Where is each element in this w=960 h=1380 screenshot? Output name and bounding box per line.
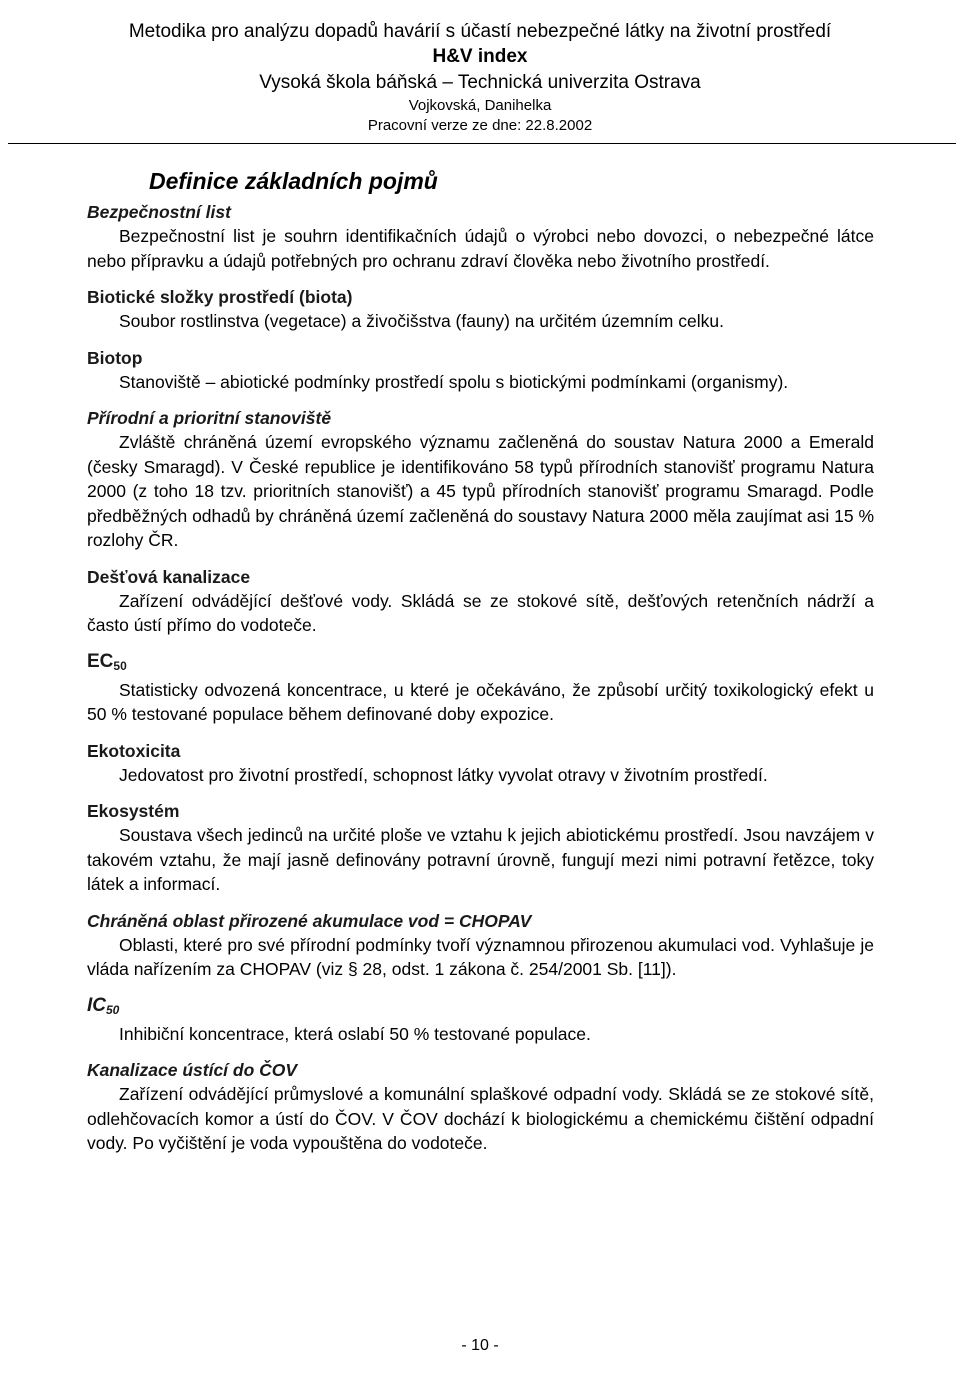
term-title: Dešťová kanalizace xyxy=(87,566,251,587)
term-title: Ekotoxicita xyxy=(87,740,181,761)
term-title: Kanalizace ústící do ČOV xyxy=(87,1060,298,1080)
term-title: Biotické složky prostředí (biota) xyxy=(87,287,353,307)
header-index: H&V index xyxy=(432,46,528,67)
term-subscript: 50 xyxy=(113,658,127,673)
term-definition: Stanoviště – abiotické podmínky prostředí spolu s biotickými podmínkami (organismy). xyxy=(119,371,789,392)
term-main: IC xyxy=(87,994,106,1016)
term-definition: Zařízení odvádějící dešťové vody. Skládá se ze stokové sítě, dešťových retenčních nádrží a často ústí přímo do vodoteče. xyxy=(87,590,874,635)
page-number: - 10 - xyxy=(461,1337,499,1354)
term-title: Ekosystém xyxy=(87,801,180,821)
term-definition: Soustava všech jedinců na určité ploše ve vztahu k jejich abiotickému prostředí. Jsou navzájem v takovém vztahu, že mají jasně definovány potravní úrovně, fungují mezi nimi potravní řetězce, toky látek a informací. xyxy=(87,825,874,894)
header-version: Pracovní verze ze dne: 22.8.2002 xyxy=(367,117,593,134)
term-definition: Inhibiční koncentrace, která oslabí 50 % testované populace. xyxy=(119,1023,591,1044)
term-definition: Bezpečnostní list je souhrn identifikačních údajů o výrobci nebo dovozci, o nebezpečné látce nebo přípravku a údajů potřebných pro ochranu zdraví člověka nebo životního prostředí. xyxy=(87,226,874,271)
term-definition: Jedovatost pro životní prostředí, schopnost látky vyvolat otravy v životním prostředí. xyxy=(119,764,768,785)
header-title: Metodika pro analýzu dopadů havárií s účastí nebezpečné látky na životní prostředí xyxy=(128,21,832,42)
document-body xyxy=(87,166,874,1156)
page-header xyxy=(0,18,960,136)
term-main: EC xyxy=(87,650,114,672)
header-authors: Vojkovská, Danihelka xyxy=(408,97,552,114)
term-definition: Statisticky odvozená koncentrace, u které je očekáváno, že způsobí určitý toxikologický efekt u 50 % testované populace během definované doby expozice. xyxy=(87,679,874,724)
term-definition: Soubor rostlinstva (vegetace) a živočišstva (fauny) na určitém územním celku. xyxy=(119,311,724,331)
term-title: Chráněná oblast přirozené akumulace vod = CHOPAV xyxy=(87,910,532,931)
term-title xyxy=(87,994,874,1022)
term-definition: Zvláště chráněná území evropského významu začleněná do soustav Natura 2000 a Emerald (česky Smaragd). V České republice je identifikováno 58 typů přírodních stanovišť programu Natura 2000 (z toho 18 tzv. prioritních stanovišť) a 45 typů přírodních stanovišť programu Smaragd. Podle předběžných odhadů by chráněná území začleněná do soustavy Natura 2000 měla zaujímat asi 15 % rozlohy ČR. xyxy=(87,432,875,550)
term-title: Biotop xyxy=(87,347,143,368)
section-title: Definice základních pojmů xyxy=(149,168,438,194)
term-definition: Oblasti, které pro své přírodní podmínky tvoří významnou přirozenou akumulaci vod. Vyhlašuje je vláda nařízením za CHOPAV (viz § 28, odst. 1 zákona č. 254/2001 Sb. [11]). xyxy=(87,934,874,979)
term-title: Přírodní a prioritní stanoviště xyxy=(87,408,332,428)
term-title: Bezpečnostní list xyxy=(87,202,231,222)
header-divider xyxy=(8,143,956,144)
header-university: Vysoká škola báňská – Technická univerzita Ostrava xyxy=(259,72,701,93)
term-definition: Zařízení odvádějící průmyslové a komunální splaškové odpadní vody. Skládá se ze stokové sítě, odlehčovacích komor a ústí do ČOV. V ČOV dochází k biologickému a chemickému čištění odpadní vody. Po vyčištění je voda vypouštěna do vodoteče. xyxy=(87,1084,874,1153)
term-title xyxy=(87,650,874,678)
term-subscript: 50 xyxy=(106,1002,120,1017)
